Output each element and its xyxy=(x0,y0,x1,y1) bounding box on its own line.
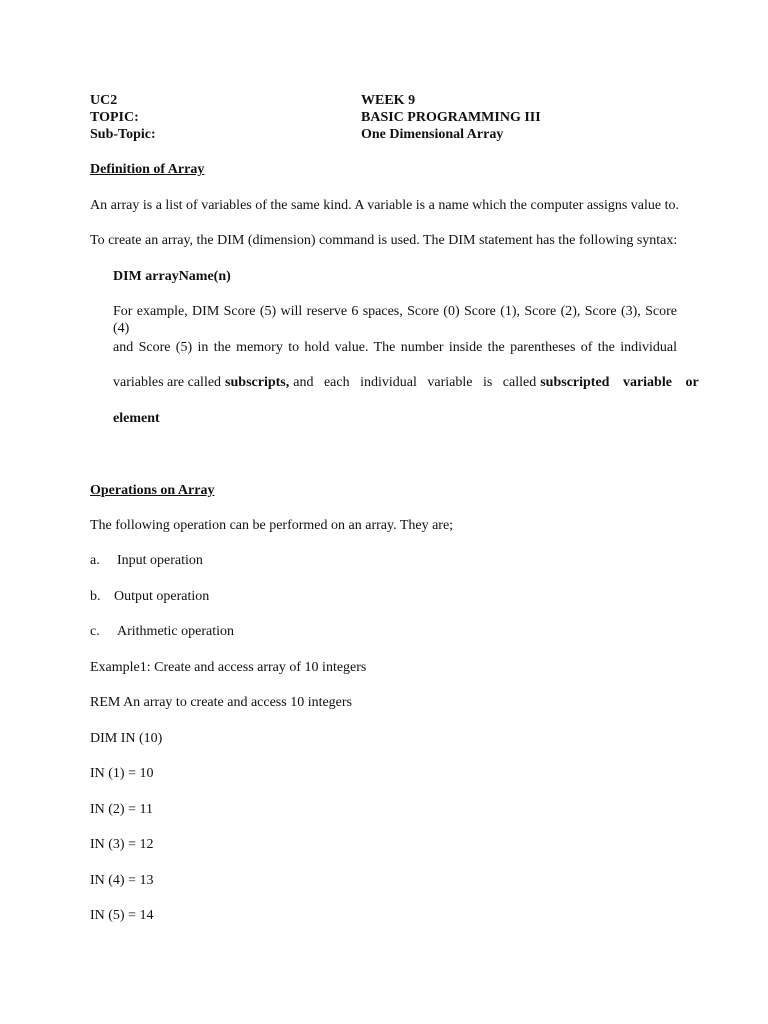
uc-label: UC2 xyxy=(90,93,118,108)
subtopic-label: Sub-Topic: xyxy=(90,127,156,142)
list-item-input: Input operation xyxy=(117,553,203,568)
term-subscripted-variable: subscripted variable or xyxy=(540,375,699,390)
term-subscripts: subscripts, xyxy=(225,375,290,390)
list-marker-a: a. xyxy=(90,553,100,568)
list-marker-c: c. xyxy=(90,624,100,639)
code-line: IN (5) = 14 xyxy=(90,908,154,923)
definition-paragraph: An array is a list of variables of the same kind. A variable is a name which the computer assigns value to. xyxy=(90,198,680,213)
text-variables: variables are called xyxy=(113,375,222,390)
code-line: IN (4) = 13 xyxy=(90,873,154,888)
text-each-variable: and each individual variable is called xyxy=(293,375,537,390)
example-line-3-lead xyxy=(113,374,221,391)
dim-intro-paragraph: To create an array, the DIM (dimension) command is used. The DIM statement has the following syntax: xyxy=(90,233,678,248)
code-line: IN (3) = 12 xyxy=(90,837,154,852)
code-line: REM An array to create and access 10 integers xyxy=(90,695,353,710)
operations-heading: Operations on Array xyxy=(90,483,215,498)
code-line: DIM IN (10) xyxy=(90,731,163,746)
week-label: WEEK 9 xyxy=(361,93,416,108)
code-line: IN (2) = 11 xyxy=(90,802,153,817)
topic-value: BASIC PROGRAMMING III xyxy=(361,110,541,125)
topic-label: TOPIC: xyxy=(90,110,139,125)
list-item-output: Output operation xyxy=(114,589,210,604)
dim-syntax: DIM arrayName(n) xyxy=(113,269,231,284)
list-marker-b: b. xyxy=(90,589,101,604)
operations-intro: The following operation can be performed on an array. They are; xyxy=(90,518,454,533)
code-line: IN (1) = 10 xyxy=(90,766,154,781)
example-line-1: For example, DIM Score (5) will reserve 6 spaces, Score (0) Score (1), Score (2), Score (3), Score (4) xyxy=(113,304,677,336)
subtopic-value: One Dimensional Array xyxy=(361,127,504,142)
term-element: element xyxy=(113,411,160,426)
example-title: Example1: Create and access array of 10 integers xyxy=(90,660,367,675)
example-line-3-mid xyxy=(289,374,540,391)
example-line-3 xyxy=(113,374,699,391)
definition-heading: Definition of Array xyxy=(90,162,205,177)
example-line-2: and Score (5) in the memory to hold value. The number inside the parentheses of the individual xyxy=(113,340,677,355)
list-item-arithmetic: Arithmetic operation xyxy=(117,624,235,639)
